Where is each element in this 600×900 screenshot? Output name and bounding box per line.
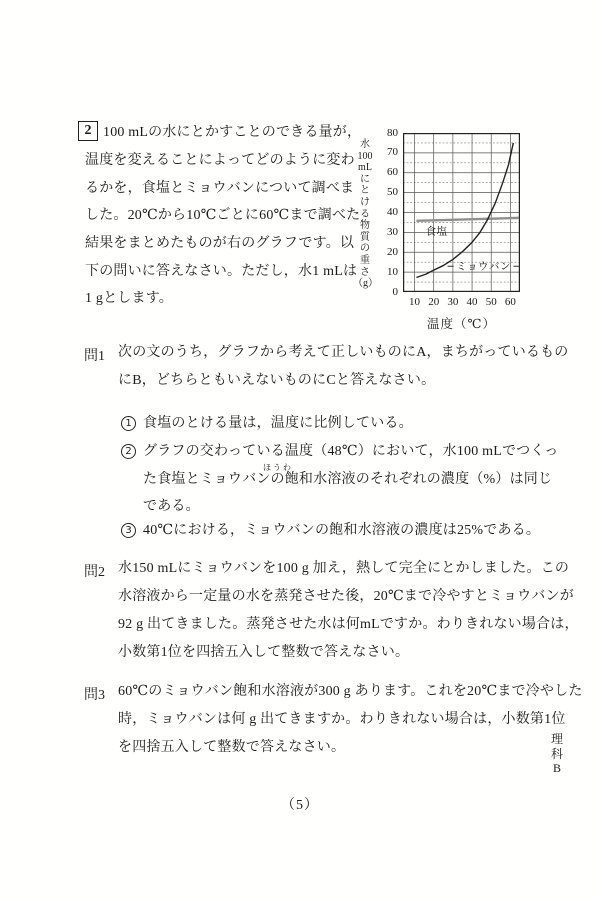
item-3-marker: 3 (121, 523, 136, 538)
q1-label: 問1 (84, 349, 105, 364)
q1-item-2-line2: た食塩とミョウバンの飽和水溶液のそれぞれの濃度（%）は同じ (143, 472, 553, 487)
y-axis-title-char: mL (358, 162, 372, 174)
intro-line: るかを，食塩とミョウバンについて調べま (85, 181, 355, 196)
page-number: （5） (281, 798, 319, 813)
item-2-marker: 2 (121, 444, 136, 459)
subject-side-char: 科 (550, 746, 563, 761)
q1-line: にB，どちらともいえないものにCと答えなさい。 (118, 373, 436, 388)
x-tick-label: 50 (485, 296, 497, 308)
series-食塩 (416, 218, 519, 221)
y-tick-label: 10 (387, 265, 398, 278)
y-tick-label: 80 (387, 126, 398, 139)
problem-number-box (78, 121, 98, 141)
q1-item-1-text: 食塩のとける量は，温度に比例している。 (143, 416, 413, 431)
intro-line: した。20℃から10℃ごとに60℃まで調べた (85, 208, 361, 223)
q3-line: を四捨五入して整数で答えなさい。 (118, 740, 346, 755)
intro-line: 100 mLの水にとかすことのできる量が， (103, 125, 362, 140)
y-axis-title-char: 水 (360, 139, 370, 150)
x-tick-label: 30 (447, 296, 459, 308)
y-axis-title-char: る (360, 208, 370, 220)
y-axis-title-char: の (360, 243, 370, 255)
subject-side-char: 理 (550, 732, 563, 746)
q1-item-3-text: 40℃における，ミョウバンの飽和水溶液の濃度は25%である。 (143, 523, 541, 538)
x-tick-label: 20 (428, 296, 440, 308)
q1-line: 次の文のうち，グラフから考えて正しいものにA，まちがっているもの (118, 345, 569, 360)
series-ミョウバン (416, 143, 513, 278)
q1-item-2-text: である。 (143, 499, 200, 514)
y-tick-label: 30 (387, 225, 398, 238)
q2-line: 水溶液から一定量の水を蒸発させた後，20℃まで冷やすとミョウバンが (118, 589, 574, 604)
q2-line: 小数第1位を四捨五入して整数で答えなさい。 (118, 645, 410, 660)
series-label-食塩: 食塩 (425, 226, 448, 238)
q3-line: 時，ミョウバンは何 g 出てきますか。わりきれない場合は，小数第1位 (118, 712, 566, 727)
x-axis-title: 温度（℃） (427, 317, 496, 331)
y-tick-label: 70 (387, 146, 398, 159)
y-tick-label: 50 (387, 186, 398, 199)
y-axis-title-char: に (360, 173, 370, 185)
y-axis-title-char: 重 (360, 254, 370, 266)
problem-number: 2 (84, 123, 92, 138)
item-1-marker: 1 (121, 416, 136, 431)
solubility-graph (352, 118, 538, 340)
q1-item-2-text (143, 463, 553, 488)
y-axis-title-char: 物 (360, 220, 370, 232)
subject-side-char: B (552, 761, 561, 775)
x-tick-label: 60 (504, 296, 516, 308)
intro-line: 結果をまとめたものが右のグラフです。以 (85, 236, 355, 251)
intro-line: 下の問いに答えなさい。ただし，水1 mLは (85, 264, 358, 279)
plot-area (403, 133, 520, 292)
intro-line: 温度を変えることによってどのように変わ (85, 153, 355, 168)
q3-label: 問3 (84, 688, 105, 703)
q1-item-2-text: グラフの交わっている温度（48℃）において，水100 mLでつくっ (143, 444, 559, 459)
y-axis-title-char: 100 (357, 150, 373, 162)
y-axis-title-char: さ (360, 266, 370, 278)
intro-line: 1 gとします。 (85, 291, 173, 306)
y-tick-label: 20 (387, 245, 398, 258)
q2-label: 問2 (84, 565, 105, 580)
y-axis-title-char: と (360, 185, 370, 197)
y-tick-label: 60 (387, 166, 398, 179)
furigana-houwa: ほうわ (263, 463, 293, 472)
y-tick-label: 0 (392, 285, 398, 298)
q2-line: 水150 mLにミョウバンを100 g 加え，熱して完全にとかしました。この (118, 561, 570, 576)
y-axis-title-char: 質 (360, 231, 370, 243)
q2-line: 92 g 出てきました。蒸発させた水は何mLですか。わりきれない場合は， (118, 617, 579, 632)
y-tick-label: 40 (387, 206, 398, 218)
subject-side-label (548, 732, 566, 776)
x-tick-label: 40 (466, 296, 478, 308)
y-axis-title-char: け (360, 196, 370, 208)
x-tick-label: 10 (409, 296, 420, 308)
series-label-ミョウバン: ミョウバン (456, 261, 511, 273)
y-axis-title-char: （g） (353, 278, 378, 290)
q3-line: 60℃のミョウバン飽和水溶液が300 g あります。これを20℃まで冷やした (118, 684, 583, 699)
